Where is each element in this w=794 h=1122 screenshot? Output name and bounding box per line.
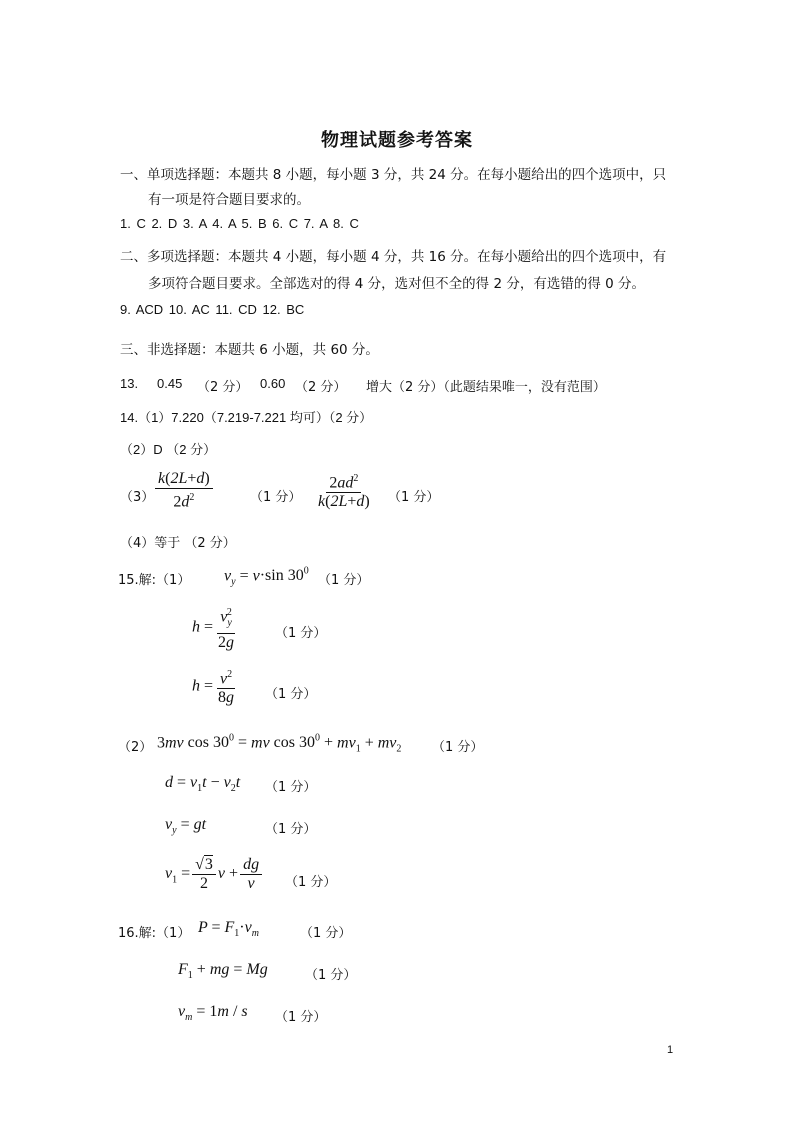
q16-score-1: （1 分） (300, 926, 352, 941)
q13-answer-2: 0.60 (260, 376, 286, 391)
section-2-heading-cont: 多项符合题目要求。全部选对的得 4 分，选对但不全的得 2 分，有选错的得 0 分。 (148, 276, 646, 292)
q14-part-3-label: （3） (120, 490, 155, 505)
q15-score-7: （1 分） (285, 875, 337, 890)
q16-score-2: （1 分） (305, 968, 357, 983)
q15-part-2-label: （2） (118, 740, 153, 755)
q15-label: 15.解:（1） (118, 573, 191, 588)
q14-part-1: 14.（1）7.220（7.219-7.221 均可）（2 分） (120, 410, 373, 425)
q13-score-2: （2 分） (295, 380, 347, 395)
q14-score-3a: （1 分） (250, 490, 302, 505)
q16-score-3: （1 分） (275, 1010, 327, 1025)
q14-formula-1: $\frac{k(2L+d)}{2d^2}$ (153, 470, 215, 511)
q15-score-4: （1 分） (432, 740, 484, 755)
q15-score-3: （1 分） (265, 687, 317, 702)
q13-answer-1: 0.45 (157, 376, 183, 391)
q13-number: 13. (120, 376, 139, 391)
q13-answer-3: 增大（2 分）（此题结果唯一，没有范围） (366, 380, 606, 395)
q15-eq-2: h = $\frac{v_y^2}{2g}$ (192, 604, 239, 652)
q15-score-2: （1 分） (275, 626, 327, 641)
q15-score-6: （1 分） (265, 822, 317, 837)
page-title: 物理试题参考答案 (321, 130, 473, 151)
section-1-answers: 1. C 2. D 3. A 4. A 5. B 6. C 7. A 8. C (120, 216, 359, 231)
q15-eq-6: $v_y$ = gt (165, 816, 207, 837)
q15-score-1: （1 分） (318, 573, 370, 588)
section-2-heading: 二、多项选择题：本题共 4 小题，每小题 4 分，共 16 分。在每小题给出的四个选项中，有 (120, 249, 667, 265)
section-2-answers: 9. ACD 10. AC 11. CD 12. BC (120, 302, 305, 317)
section-3-heading: 三、非选择题：本题共 6 小题，共 60 分。 (120, 342, 379, 358)
q16-eq-2: $F_1$ + mg = Mg (178, 961, 268, 982)
page-number: 1 (667, 1044, 674, 1056)
q14-part-2: （2）D （2 分） (120, 442, 217, 457)
q16-eq-1: $P = F_1\cdot v_m$ (198, 919, 259, 940)
q15-eq-7: $v_1$ = $\frac{√3}{2}$ v + $\frac{dg}{v}$ (165, 856, 264, 893)
q14-score-3b: （1 分） (388, 490, 440, 505)
q13-score-1: （2 分） (197, 380, 249, 395)
q16-label: 16.解:（1） (118, 926, 191, 941)
q14-formula-2: $\frac{2ad^2}{k(2L+d)}$ (313, 470, 375, 511)
q16-eq-3: $v_m = 1m / s$ (178, 1003, 248, 1024)
section-1-heading-cont: 有一项是符合题目要求的。 (148, 192, 310, 208)
q14-part-4: （4）等于 （2 分） (120, 536, 236, 551)
q15-score-5: （1 分） (265, 780, 317, 795)
section-1-heading: 一、单项选择题：本题共 8 小题，每小题 3 分，共 24 分。在每小题给出的四个选项中，只 (120, 167, 667, 183)
q15-eq-3: h = $\frac{v^2}{8g}$ (192, 666, 239, 707)
q15-eq-1: $v_y = v\cdot\sin$ $30^0$ (224, 566, 309, 588)
q15-eq-5: $d = v_1t - v_2t$ (165, 774, 241, 795)
q15-eq-4: 3mv $\cos 30^0$ = mv $\cos 30^0 + mv_1 + mv_2$ (157, 733, 402, 755)
